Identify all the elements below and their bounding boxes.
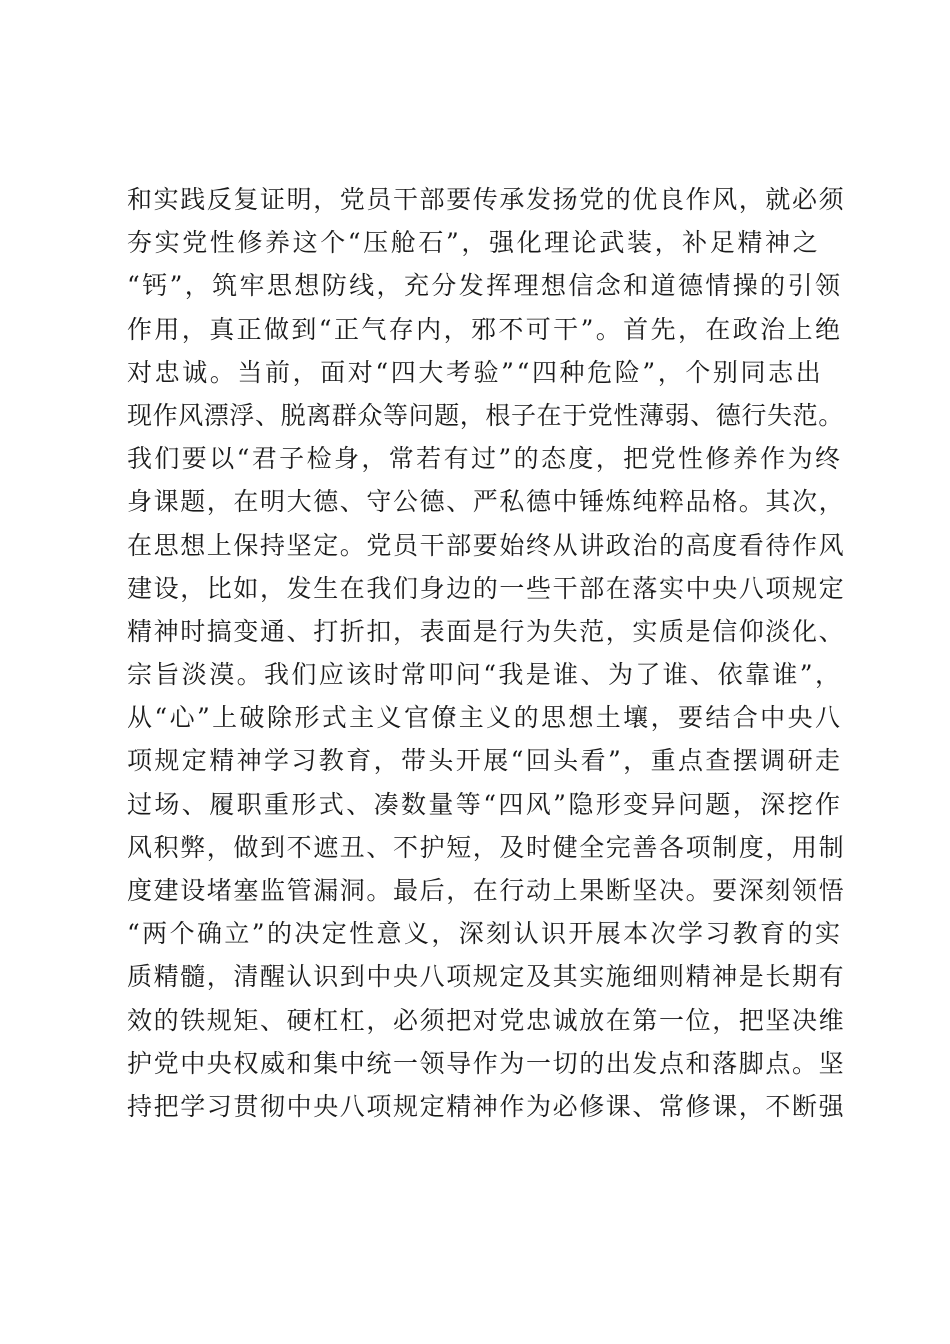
text-line: 从“心”上破除形式主义官僚主义的思想土壤，要结合中央八 xyxy=(127,703,843,733)
text-line: 作用，真正做到“正气存内，邪不可干”。首先，在政治上绝 xyxy=(127,314,843,344)
text-line: “两个确立”的决定性意义，深刻认识开展本次学习教育的实 xyxy=(127,919,843,949)
text-line: 风积弊，做到不遮丑、不护短，及时健全完善各项制度，用制 xyxy=(127,832,846,862)
text-line: 和实践反复证明，党员干部要传承发扬党的优良作风，就必须 xyxy=(127,185,846,214)
text-line: 宗旨淡漠。我们应该时常叩问“我是谁、为了谁、依靠谁”， xyxy=(127,660,843,690)
text-line: 过场、履职重形式、凑数量等“四风”隐形变异问题，深挖作 xyxy=(127,789,843,819)
text-line: 身课题，在明大德、守公德、严私德中锤炼纯粹品格。其次， xyxy=(127,487,846,517)
body-paragraph xyxy=(127,178,847,1128)
text-line: 质精髓，清醒认识到中央八项规定及其实施细则精神是长期有 xyxy=(127,962,846,992)
text-line: 护党中央权威和集中统一领导作为一切的出发点和落脚点。坚 xyxy=(127,1048,846,1078)
text-line: 现作风漂浮、脱离群众等问题，根子在于党性薄弱、德行失范。 xyxy=(127,400,844,430)
text-line: 精神时搞变通、打折扣，表面是行为失范，实质是信仰淡化、 xyxy=(127,616,846,646)
text-line: 度建设堵塞监管漏洞。最后，在行动上果断坚决。要深刻领悟 xyxy=(127,876,846,905)
text-line: 持把学习贯彻中央八项规定精神作为必修课、常修课，不断强 xyxy=(127,1091,846,1121)
text-line: 在思想上保持坚定。党员干部要始终从讲政治的高度看待作风 xyxy=(127,530,846,560)
text-line: 夯实党性修养这个“压舱石”，强化理论武装，补足精神之 xyxy=(127,228,821,258)
text-line: 建设，比如，发生在我们身边的一些干部在落实中央八项规定 xyxy=(127,573,846,603)
text-line: 项规定精神学习教育，带头开展“回头看”，重点查摆调研走 xyxy=(127,746,843,776)
text-line: “钙”，筑牢思想防线，充分发挥理想信念和道德情操的引领 xyxy=(127,271,843,301)
text-line: 我们要以“君子检身，常若有过”的态度，把党性修养作为终 xyxy=(127,444,843,474)
text-line: 效的铁规矩、硬杠杠，必须把对党忠诚放在第一位，把坚决维 xyxy=(127,1005,846,1035)
text-line: 对忠诚。当前，面对“四大考验”“四种危险”，个别同志出 xyxy=(127,357,824,387)
